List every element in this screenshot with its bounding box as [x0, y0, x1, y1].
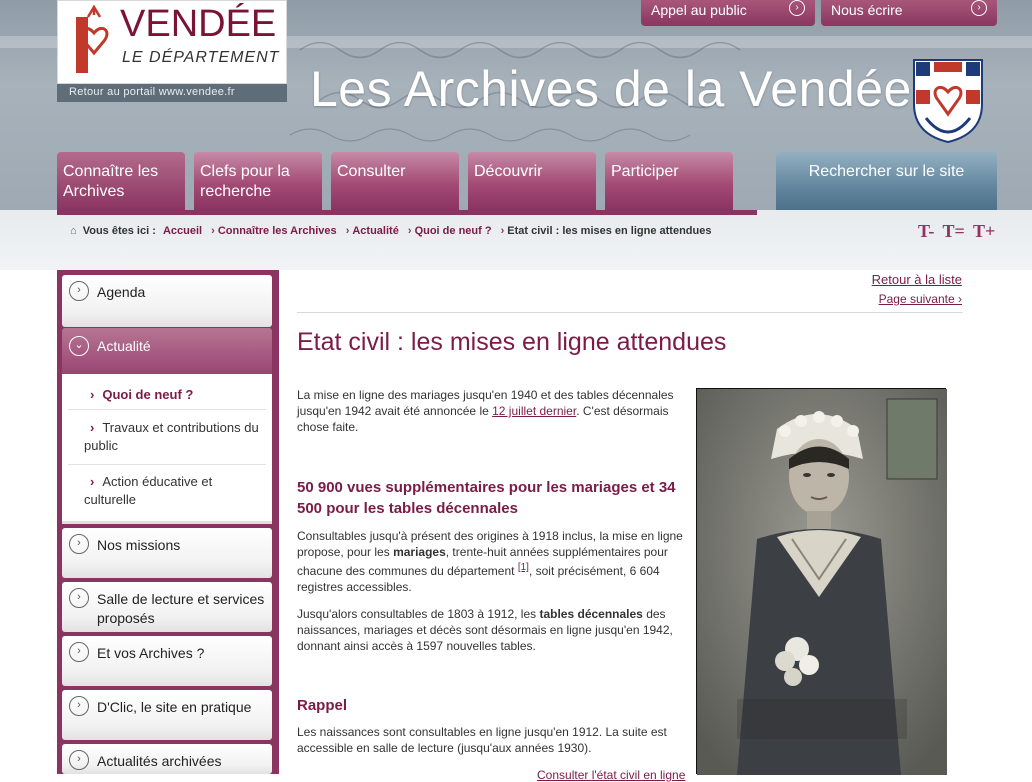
breadcrumb-connaitre[interactable]: Connaître les Archives — [217, 225, 337, 237]
sidebar-item-agenda[interactable] — [62, 275, 272, 327]
font-reset-button[interactable]: T= — [942, 221, 965, 241]
breadcrumb-accueil[interactable]: Accueil — [162, 225, 203, 237]
vendee-heart-icon — [74, 3, 114, 73]
breadcrumb-current: Etat civil : les mises en ligne attendues — [507, 225, 712, 237]
breadcrumb-actualite[interactable]: Actualité — [352, 225, 399, 237]
font-size-controls — [918, 221, 999, 242]
nav-underline — [57, 210, 757, 215]
appel-au-public-label: Appel au public — [651, 2, 747, 18]
chevron-down-icon: ⌄ — [69, 336, 89, 356]
breadcrumb-separator: › — [407, 225, 412, 237]
nous-ecrire-button[interactable] — [821, 0, 997, 26]
sidebar-item-label: D'Clic, le site en pratique — [97, 699, 252, 715]
p2-bold: mariages — [393, 545, 446, 559]
chevron-right-icon: › — [69, 588, 89, 608]
sidebar — [57, 270, 279, 774]
tab-clefs-recherche[interactable]: Clefs pour la recherche — [194, 152, 322, 210]
divider — [297, 312, 963, 313]
sidebar-item-label: Salle de lecture et services proposés — [97, 591, 265, 626]
chevron-right-icon: › — [90, 474, 95, 489]
intro-text-end: . C'est désormais chose faite. — [297, 404, 669, 434]
tab-participer[interactable]: Participer — [605, 152, 733, 210]
nous-ecrire-label: Nous écrire — [831, 2, 903, 18]
rappel-paragraph: Les naissances sont consultables en ligne jusqu'en 1912. La suite est accessible en salle de lecture (jusqu'aux années 1930). — [297, 725, 667, 755]
chevron-right-icon: › — [789, 0, 805, 16]
chevron-right-icon: › — [69, 534, 89, 554]
chevron-right-icon: › — [69, 750, 89, 770]
font-increase-button[interactable]: T+ — [973, 221, 996, 241]
chevron-right-icon: › — [69, 696, 89, 716]
p3-bold: tables décennales — [539, 607, 643, 621]
breadcrumb-separator: › — [345, 225, 350, 237]
coat-of-arms-icon — [912, 58, 984, 144]
subitem-travaux[interactable] — [68, 415, 266, 465]
chevron-right-icon: › — [69, 642, 89, 662]
sidebar-item-missions[interactable] — [62, 528, 272, 578]
breadcrumb-separator: › — [500, 225, 505, 237]
logo-subtitle: LE DÉPARTEMENT — [122, 49, 280, 66]
subitem-label: Action éducative et culturelle — [84, 474, 213, 507]
sidebar-sublist — [62, 374, 272, 524]
consult-online-link[interactable]: Consulter l'état civil en ligne — [537, 768, 686, 782]
sidebar-item-vos-archives[interactable] — [62, 636, 272, 686]
tab-consulter[interactable]: Consulter — [331, 152, 459, 210]
intro-text: La mise en ligne des mariages jusqu'en 1940 et des tables décennales jusqu'en 1942 avait été annoncée le — [297, 388, 674, 418]
sidebar-item-label: Actualité — [97, 338, 151, 354]
tables-paragraph — [297, 606, 689, 654]
font-decrease-button[interactable]: T- — [918, 221, 935, 241]
postcard-illustration — [697, 389, 947, 775]
appel-au-public-button[interactable] — [641, 0, 815, 26]
vendee-logo[interactable] — [57, 0, 287, 84]
chevron-right-icon: › — [90, 420, 95, 435]
breadcrumb-prefix: Vous êtes ici : — [82, 225, 156, 237]
p2-text-a: Consultables jusqu'à présent des origines à 1918 inclus, la mise en ligne propose, pour les — [297, 529, 683, 559]
breadcrumb-separator: › — [211, 225, 215, 237]
next-page-link[interactable]: Page suivante › — [878, 292, 962, 306]
chevron-right-icon: › — [971, 0, 987, 16]
sidebar-item-label: Agenda — [97, 284, 146, 300]
page-title: Etat civil : les mises en ligne attendues — [297, 328, 727, 356]
sidebar-item-actualites-archivees[interactable] — [62, 744, 272, 774]
article-nav — [872, 272, 962, 311]
back-to-list-link[interactable]: Retour à la liste — [871, 272, 962, 287]
sidebar-item-salle-lecture[interactable] — [62, 582, 272, 632]
breadcrumb — [70, 225, 711, 237]
site-header — [0, 0, 1032, 210]
subitem-quoi-de-neuf[interactable] — [68, 382, 266, 410]
sidebar-item-label: Actualités archivées — [97, 753, 222, 769]
subitem-label: Quoi de neuf ? — [102, 387, 194, 402]
breadcrumb-quoi-de-neuf[interactable]: Quoi de neuf ? — [414, 225, 492, 237]
tab-connaitre-archives[interactable]: Connaître les Archives — [57, 152, 185, 210]
subitem-action-educative[interactable] — [68, 469, 266, 519]
sidebar-item-label: Nos missions — [97, 537, 181, 553]
footnote-link[interactable]: [1] — [517, 562, 529, 573]
breadcrumb-strip — [0, 210, 1032, 270]
chevron-right-icon: › — [69, 281, 89, 301]
mariages-paragraph — [297, 528, 689, 595]
logo-title: VENDÉE — [120, 3, 277, 45]
sidebar-item-actualite[interactable] — [62, 328, 272, 374]
home-icon: ⌂ — [70, 225, 77, 237]
p2-text-d: , soit précisément, 6 604 registres accessibles. — [297, 564, 660, 594]
portal-link[interactable]: Retour au portail www.vendee.fr — [57, 84, 287, 102]
chevron-right-icon: › — [90, 387, 95, 402]
p3-text-c: des naissances, mariages et décès sont désormais en ligne jusqu'en 1942, donnant ainsi accès à 1597 nouvelles tables. — [297, 607, 673, 653]
section-heading-rappel: Rappel — [297, 697, 348, 714]
site-title[interactable]: Les Archives de la Vendée — [310, 61, 912, 117]
intro-paragraph — [297, 387, 689, 435]
main-content — [279, 270, 997, 782]
p2-text-c: , trente-huit années supplémentaires pour chacune des communes du département — [297, 545, 668, 578]
postcard-photo — [696, 388, 946, 774]
section-heading-vues: 50 900 vues supplémentaires pour les mariages et 34 500 pour les tables décennales — [297, 479, 676, 517]
subitem-label: Travaux et contributions du public — [84, 420, 259, 453]
tab-decouvrir[interactable]: Découvrir — [468, 152, 596, 210]
sidebar-item-label: Et vos Archives ? — [97, 645, 205, 661]
search-site-button[interactable]: Rechercher sur le site — [776, 152, 997, 214]
announcement-link[interactable]: 12 juillet dernier — [492, 404, 577, 418]
p3-text-a: Jusqu'alors consultables de 1803 à 1912, les — [297, 607, 540, 621]
sidebar-item-dclic[interactable] — [62, 690, 272, 740]
